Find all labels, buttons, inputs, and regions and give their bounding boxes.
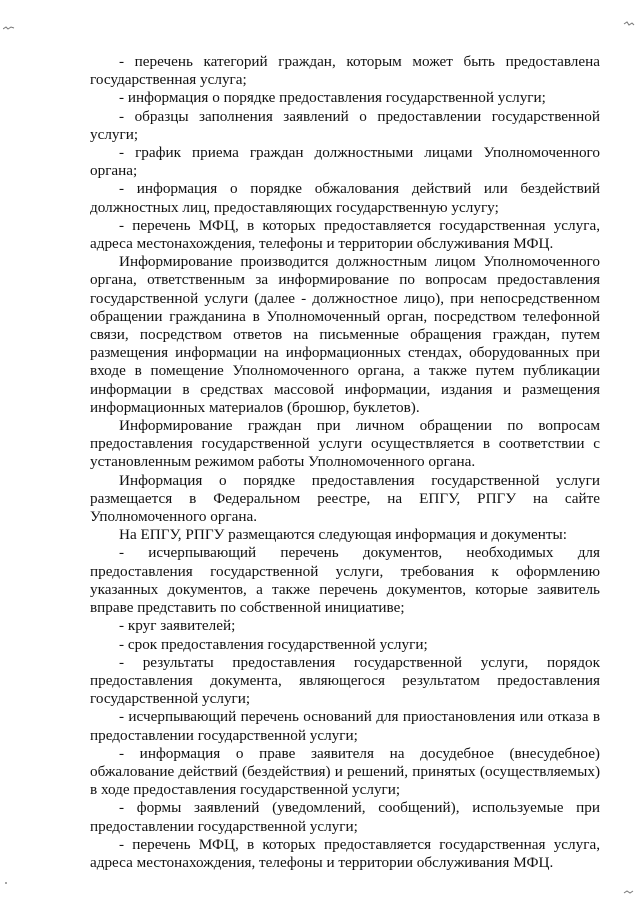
list-item: - график приема граждан должностными лицами Уполномоченного органа; bbox=[90, 144, 600, 180]
list-item: - перечень МФЦ, в которых предоставляется государственная услуга, адреса местонахождения, телефоны и территории обслуживания МФЦ. bbox=[90, 216, 600, 253]
body-paragraph: Информация о порядке предоставления государственной услуги размещается в Федеральном реестре, на ЕПГУ, РПГУ на сайте Уполномоченного органа. bbox=[90, 471, 600, 526]
list-item: - информация о праве заявителя на досудебное (внесудебное) обжалование действий (бездействия) и решений, принятых (осуществляемых) в ходе предоставления государственной услуги; bbox=[90, 744, 600, 799]
list-item: - исчерпывающий перечень документов, необходимых для предоставления государственной услуги, требования к оформлению указанных документов, а также перечень документов, которые заявитель вправе представить по собственной инициативе; bbox=[90, 544, 600, 617]
list-item: - срок предоставления государственной услуги; bbox=[119, 635, 428, 653]
list-item: - информация о порядке обжалования действий или бездействий должностных лиц, предоставляющих государственную услугу; bbox=[90, 180, 600, 216]
list-item: - круг заявителей; bbox=[119, 617, 236, 635]
list-item: - информация о порядке предоставления государственной услуги; bbox=[119, 89, 546, 107]
body-paragraph: Информирование производится должностным лицом Уполномоченного органа, ответственным за информирование по вопросам предоставления государственной услуги (далее - должностное лицо), при непосредственном обращении гражданина в Уполномоченный орган, посредством телефонной связи, посредством ответов на письменные обращения граждан, путем размещения информации на информационных стендах, оборудованных при входе в помещение Уполномоченного органа, а также путем публикации информации в средствах массовой информации, издания и размещения информационных материалов (брошюр, буклетов). bbox=[90, 253, 600, 416]
list-item: - формы заявлений (уведомлений, сообщений), используемые при предоставлении государственной услуги; bbox=[90, 799, 600, 835]
scan-mark-icon bbox=[623, 889, 635, 895]
list-item: - перечень МФЦ, в которых предоставляется государственная услуга, адреса местонахождения, телефоны и территории обслуживания МФЦ. bbox=[90, 835, 600, 871]
list-item: - перечень категорий граждан, которым может быть предоставлена государственная услуга; bbox=[90, 53, 600, 89]
document-page bbox=[90, 53, 600, 872]
body-paragraph: Информирование граждан при личном обращении по вопросам предоставления государственной услуги осуществляется в соответствии с установленным режимом работы Уполномоченного органа. bbox=[90, 417, 600, 471]
body-paragraph: На ЕПГУ, РПГУ размещаются следующая информация и документы: bbox=[119, 526, 567, 544]
scan-mark-icon bbox=[623, 21, 635, 27]
scan-mark-icon bbox=[3, 880, 15, 886]
list-item: - результаты предоставления государственной услуги, порядок предоставления документа, являющегося результатом предоставления государственной услуги; bbox=[90, 653, 600, 708]
list-item: - исчерпывающий перечень оснований для приостановления или отказа в предоставлении государственной услуги; bbox=[90, 708, 600, 744]
list-item: - образцы заполнения заявлений о предоставлении государственной услуги; bbox=[90, 107, 600, 143]
scan-mark-icon bbox=[3, 25, 15, 31]
